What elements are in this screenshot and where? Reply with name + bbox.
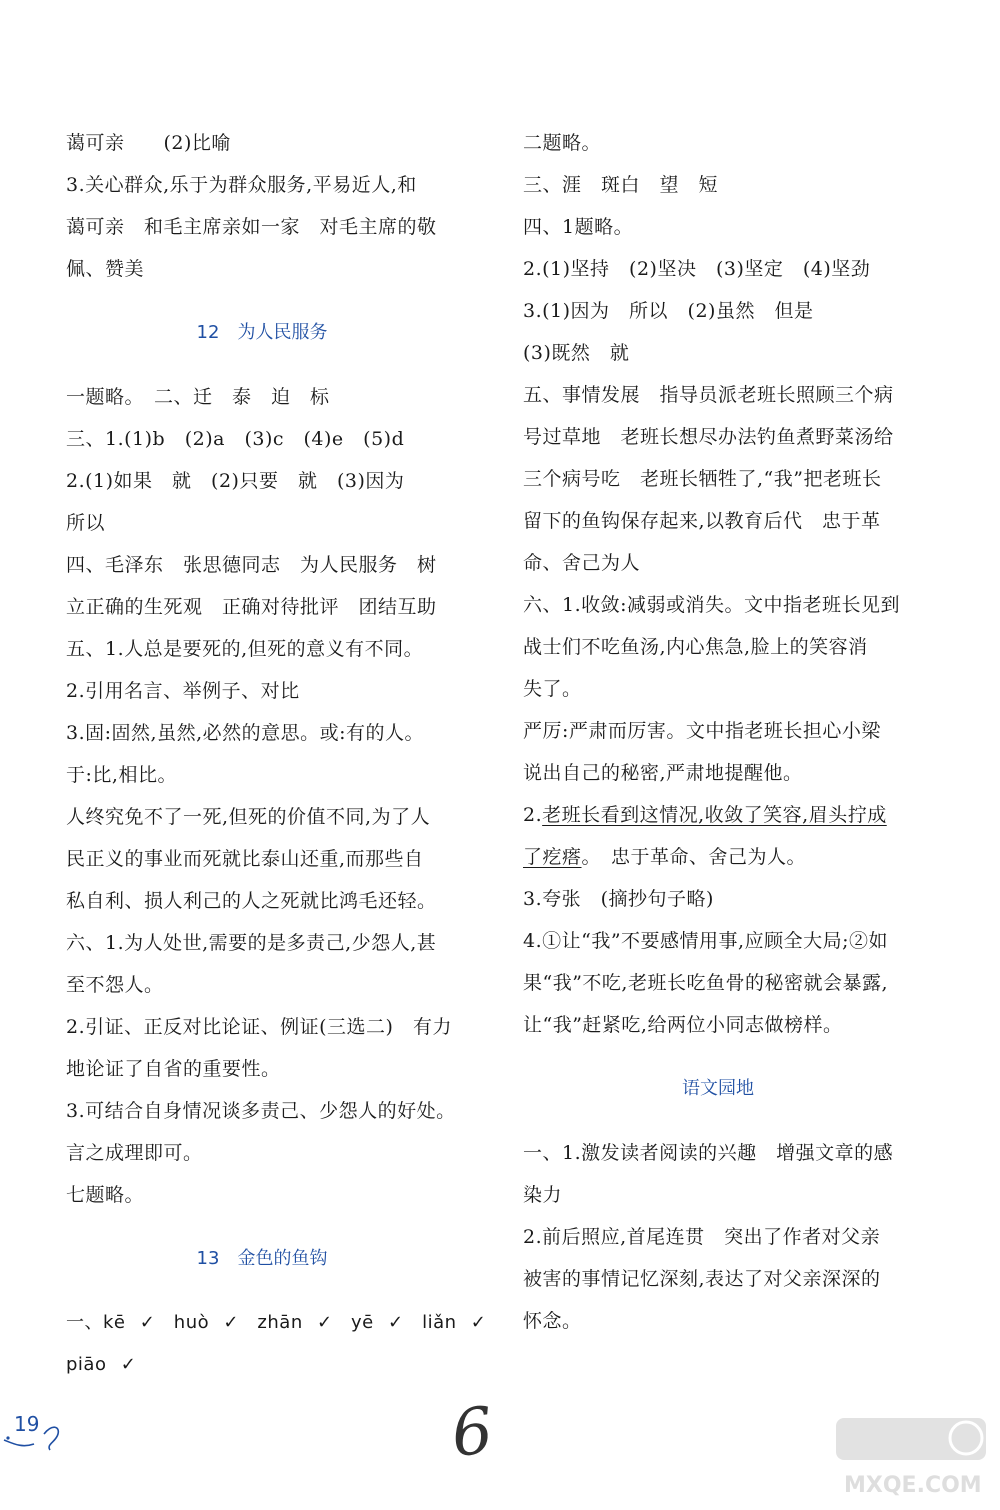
line: 2.前后照应,首尾连贯 突出了作者对父亲: [523, 1226, 881, 1248]
spacer: [66, 1216, 458, 1238]
line: 被害的事情记忆深刻,表达了对父亲深深的: [523, 1268, 881, 1290]
underlined-answer-line: [523, 836, 913, 878]
underlined-sentence: 了疙瘩: [523, 846, 582, 868]
line: 3.夸张 (摘抄句子略): [523, 888, 714, 910]
line: 染力: [523, 1184, 563, 1206]
line: 号过草地 老班长想尽办法钓鱼煮野菜汤给: [523, 426, 894, 448]
line: 命、舍己为人: [523, 552, 641, 574]
line: 4.①让“我”不要感情用事,应顾全大局;②如: [523, 930, 888, 952]
line: 六、1.收敛:减弱或消失。文中指老班长见到: [523, 594, 901, 616]
line: 五、1.人总是要死的,但死的意义有不同。: [66, 638, 424, 660]
watermark-logo: [832, 1414, 992, 1504]
line: 于:比,相比。: [66, 764, 177, 786]
line: 2.(1)坚持 (2)坚决 (3)坚定 (4)坚劲: [523, 258, 871, 280]
line: 私自利、损人利己的人之死就比鸿毛还轻。: [66, 890, 437, 912]
line: 二题略。: [523, 132, 602, 154]
line: 五、事情发展 指导员派老班长照顾三个病: [523, 384, 894, 406]
line: 六、1.为人处世,需要的是多责己,少怨人,甚: [66, 932, 437, 954]
underlined-sentence: 老班长看到这情况,收敛了笑容,眉头拧成: [542, 804, 887, 826]
line: 果“我”不吃,老班长吃鱼骨的秘密就会暴露,: [523, 972, 889, 994]
answer-text: 。 忠于革命、舍己为人。: [581, 846, 807, 868]
handwritten-mark: 6: [448, 1394, 497, 1472]
spacer: [66, 290, 458, 312]
line: 四、毛泽东 张思德同志 为人民服务 树: [66, 554, 437, 576]
line: 三、涯 斑白 望 短: [523, 174, 719, 196]
line: 言之成理即可。: [66, 1142, 203, 1164]
right-column: [523, 122, 913, 1342]
line: 佩、赞美: [66, 258, 145, 280]
line: 2.引用名言、举例子、对比: [66, 680, 300, 702]
line: 七题略。: [66, 1184, 145, 1206]
line: 3.可结合自身情况谈多责己、少怨人的好处。: [66, 1100, 456, 1122]
line: 让“我”赶紧吃,给两位小同志做榜样。: [523, 1014, 843, 1036]
watermark-text: MXQE.COM: [844, 1473, 982, 1498]
section-heading-13: 13 金色的鱼钩: [196, 1248, 328, 1269]
spacer: [523, 1046, 913, 1068]
line: 立正确的生死观 正确对待批评 团结互助: [66, 596, 437, 618]
line: 怀念。: [523, 1310, 582, 1332]
line: 民正义的事业而死就比泰山还重,而那些自: [66, 848, 424, 870]
pinyin-line: piāo ✓: [66, 1354, 137, 1375]
line: 3.关心群众,乐于为群众服务,平易近人,和: [66, 174, 417, 196]
line: 一、1.激发读者阅读的兴趣 增强文章的感: [523, 1142, 894, 1164]
line: 至不怨人。: [66, 974, 164, 996]
spacer: [66, 1280, 458, 1302]
line: 人终究免不了一死,但死的价值不同,为了人: [66, 806, 431, 828]
underlined-answer-line: [523, 794, 913, 836]
line: 战士们不吃鱼汤,内心焦急,脸上的笑容消: [523, 636, 868, 658]
line: 说出自己的秘密,严肃地提醒他。: [523, 762, 803, 784]
line: 三个病号吃 老班长牺牲了,“我”把老班长: [523, 468, 882, 490]
line: 地论证了自省的重要性。: [66, 1058, 281, 1080]
spacer: [523, 1110, 913, 1132]
pinyin-line: 一、kē ✓ huò ✓ zhān ✓ yē ✓ liǎn ✓: [66, 1312, 487, 1333]
line: 2.引证、正反对比论证、例证(三选二) 有力: [66, 1016, 452, 1038]
page-number: 19: [14, 1412, 40, 1436]
line: 所以: [66, 512, 106, 534]
line: 蔼可亲 (2)比喻: [66, 132, 231, 154]
item-number: 2.: [523, 804, 543, 826]
spacer: [66, 354, 458, 376]
section-heading-12: 12 为人民服务: [196, 322, 328, 343]
line: (3)既然 就: [523, 342, 630, 364]
line: 2.(1)如果 就 (2)只要 就 (3)因为: [66, 470, 405, 492]
line: 失了。: [523, 678, 582, 700]
line: 三、1.(1)b (2)a (3)c (4)e (5)d: [66, 428, 405, 450]
line: 一题略。 二、迁 泰 迫 标: [66, 386, 330, 408]
line: 留下的鱼钩保存起来,以教育后代 忠于革: [523, 510, 881, 532]
left-column: [66, 122, 487, 1386]
line: 四、1题略。: [523, 216, 634, 238]
section-heading-garden: 语文园地: [682, 1078, 754, 1099]
line: 3.固:固然,虽然,必然的意思。或:有的人。: [66, 722, 425, 744]
line: 严厉:严肃而厉害。文中指老班长担心小梁: [523, 720, 881, 742]
line: 蔼可亲 和毛主席亲如一家 对毛主席的敬: [66, 216, 437, 238]
line: 3.(1)因为 所以 (2)虽然 但是: [523, 300, 814, 322]
